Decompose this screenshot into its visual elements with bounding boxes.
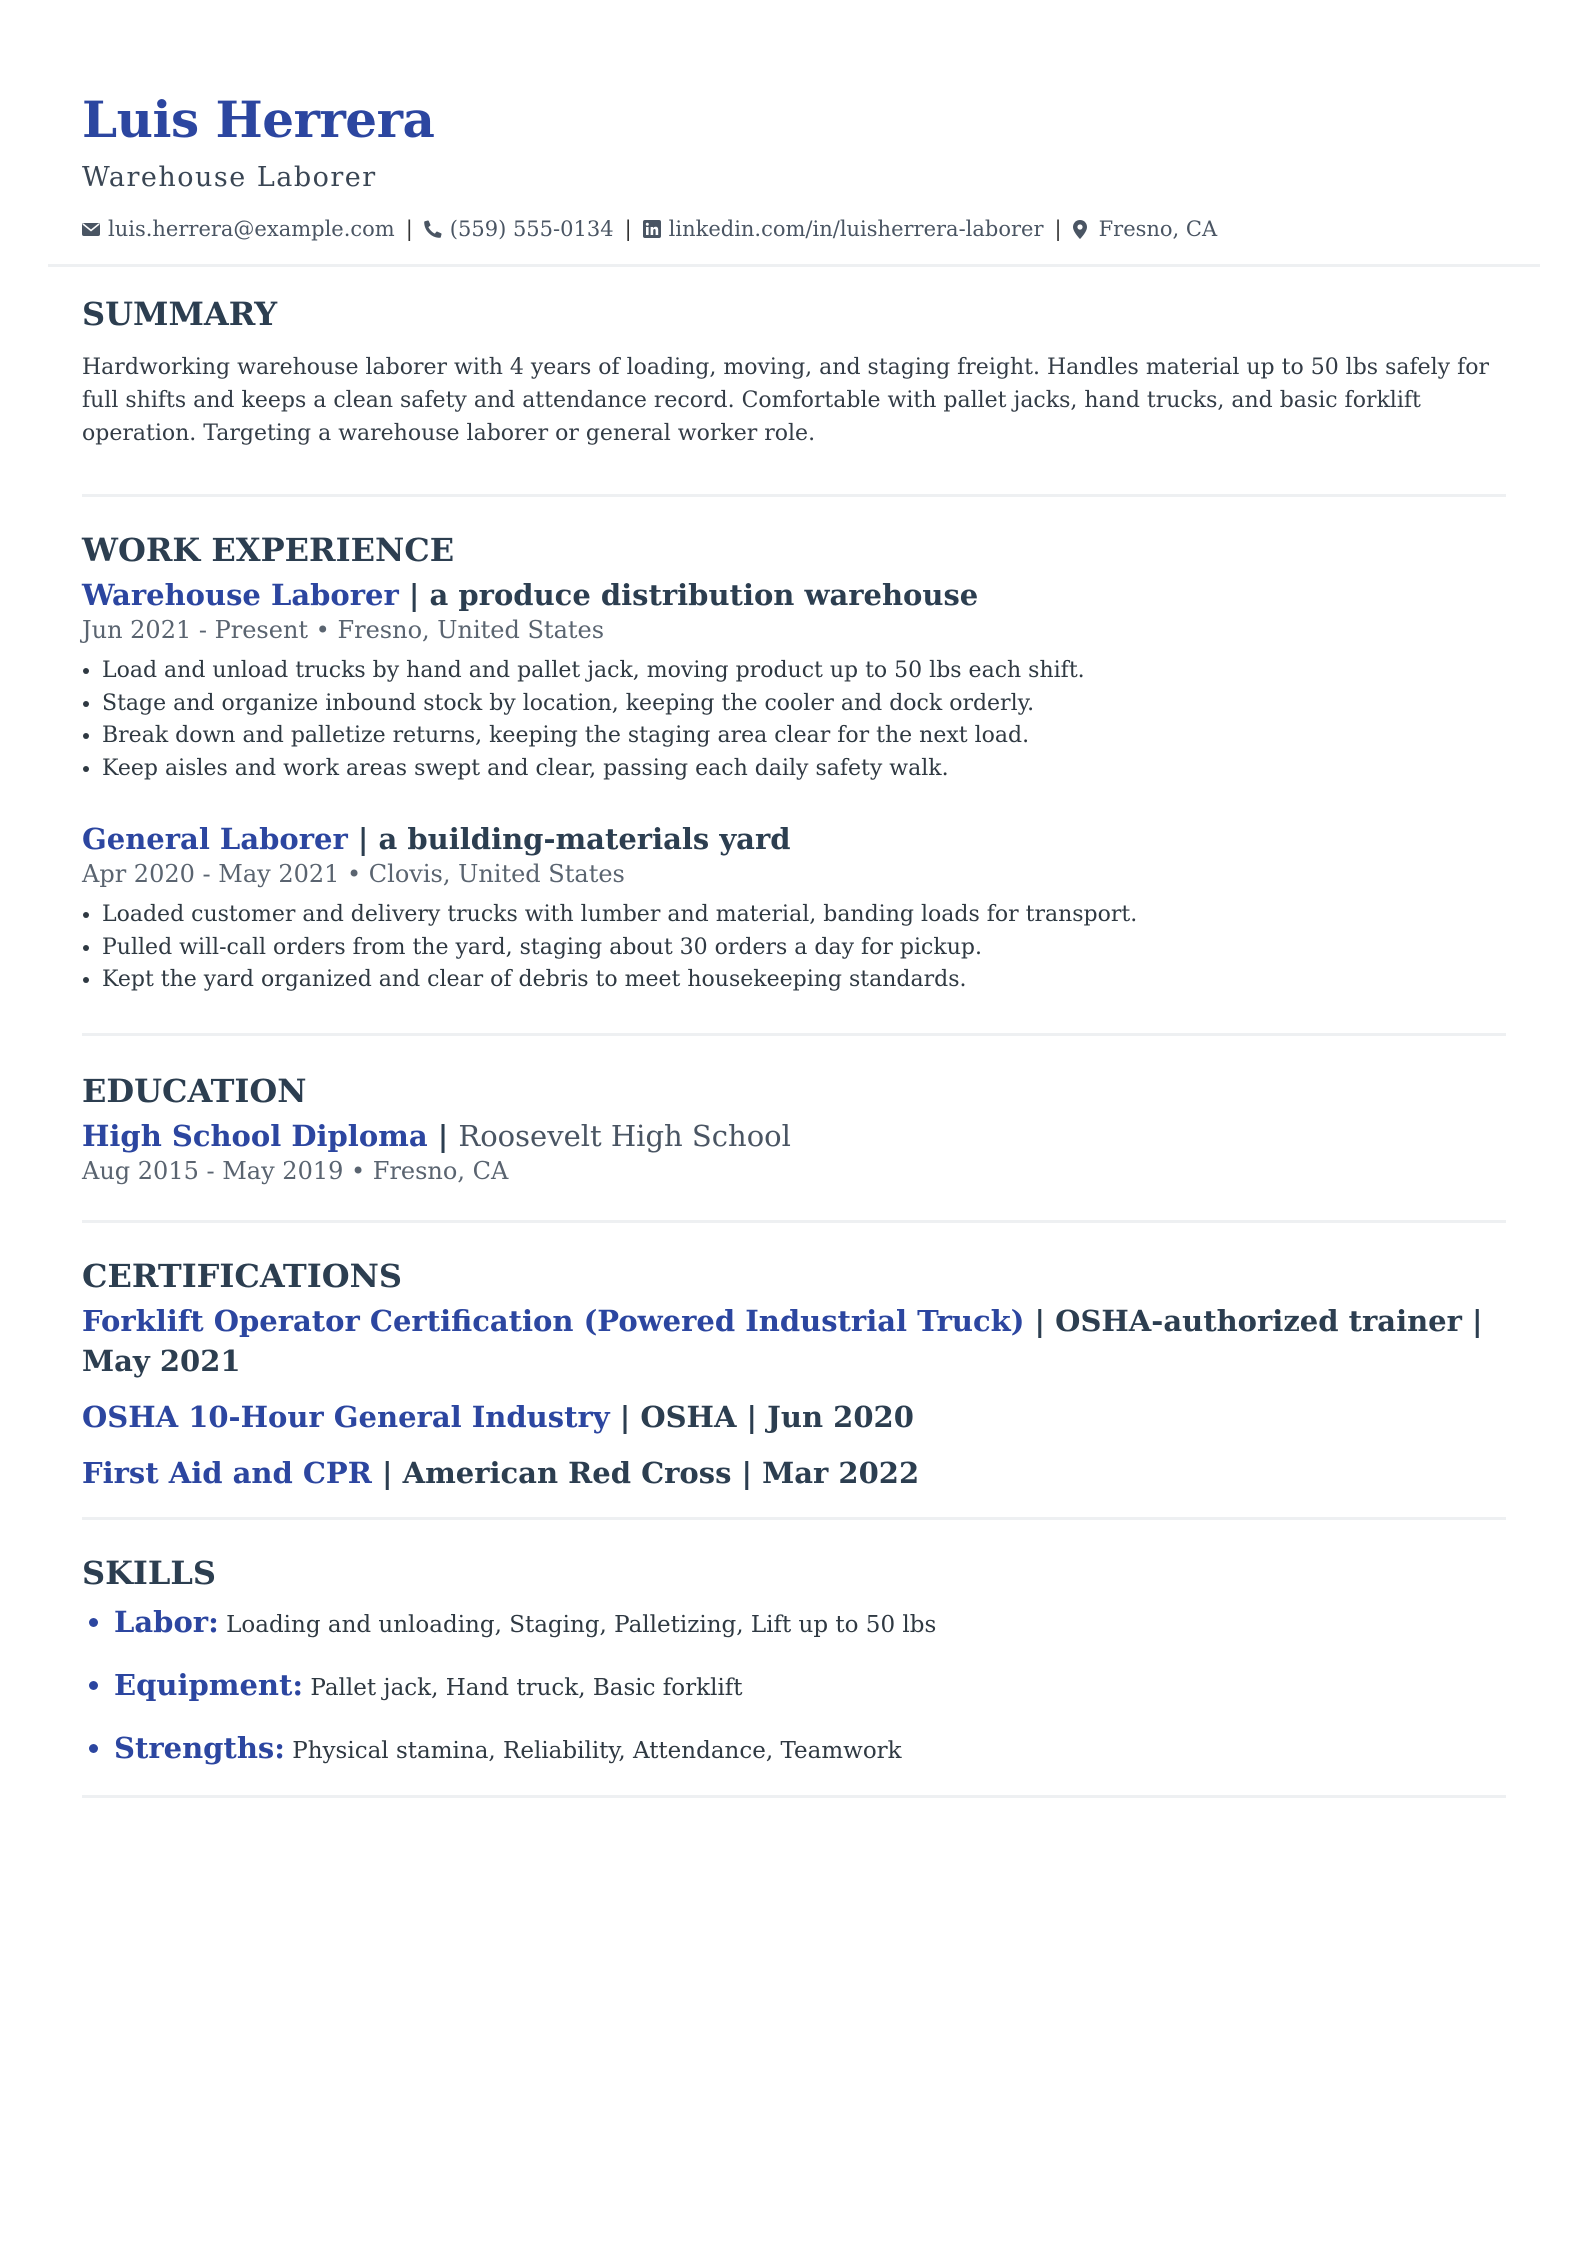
skills-section <box>82 1520 1506 1798</box>
list-item <box>114 1728 1506 1771</box>
experience-section <box>82 497 1506 1036</box>
certification-details: | American Red Cross | Mar 2022 <box>371 1455 920 1490</box>
skill-label: Equipment: <box>114 1667 304 1702</box>
job-meta: Apr 2020 - May 2021 • Clovis, United States <box>82 860 625 888</box>
certification-name: OSHA 10-Hour General Industry <box>82 1399 610 1434</box>
certification-item <box>82 1397 1506 1437</box>
contact-separator: | <box>405 217 413 241</box>
candidate-title: Warehouse Laborer <box>82 162 377 193</box>
contact-separator: | <box>624 217 632 241</box>
degree-name: High School Diploma <box>82 1118 428 1153</box>
job-entry <box>82 575 1506 785</box>
contact-email[interactable] <box>82 214 395 244</box>
certification-item <box>82 1301 1506 1381</box>
job-meta: Jun 2021 - Present • Fresno, United States <box>82 616 605 644</box>
job-bullets <box>82 655 1506 785</box>
contact-linkedin-text: linkedin.com/in/luisherrera-laborer <box>668 217 1044 241</box>
job-company: | a building-materials yard <box>357 822 791 856</box>
section-heading: SKILLS <box>82 1553 216 1592</box>
skills-list <box>82 1602 1506 1771</box>
resume-body <box>0 267 1588 1798</box>
contact-location <box>1073 214 1218 244</box>
list-item <box>114 1602 1506 1645</box>
phone-icon <box>424 220 442 238</box>
skill-values: Physical stamina, Reliability, Attendance, Teamwork <box>284 1737 902 1764</box>
candidate-name: Luis Herrera <box>82 90 435 149</box>
envelope-icon <box>82 222 100 237</box>
contact-phone-text: (559) 555-0134 <box>449 217 614 241</box>
section-heading: WORK EXPERIENCE <box>82 531 455 569</box>
contact-separator: | <box>1054 217 1062 241</box>
certification-name: Forklift Operator Certification (Powered Industrial Truck) <box>82 1303 1025 1338</box>
list-item: • Break down and palletize returns, keeping the staging area clear for the next load. <box>102 720 1506 753</box>
job-role: General Laborer <box>82 822 348 856</box>
job-heading <box>82 819 1506 859</box>
contact-phone[interactable] <box>424 214 614 244</box>
certification-item <box>82 1453 1506 1493</box>
education-section <box>82 1036 1506 1223</box>
list-item: • Stage and organize inbound stock by location, keeping the cooler and dock orderly. <box>102 688 1506 721</box>
job-company: | a produce distribution warehouse <box>408 578 979 612</box>
section-heading: SUMMARY <box>82 295 278 333</box>
resume-header <box>0 0 1588 244</box>
job-role: Warehouse Laborer <box>82 578 399 612</box>
location-pin-icon <box>1073 220 1087 239</box>
education-heading <box>82 1116 1506 1156</box>
contact-location-text: Fresno, CA <box>1098 217 1218 241</box>
contact-email-text: luis.herrera@example.com <box>108 217 395 241</box>
summary-section <box>82 267 1506 497</box>
list-item: • Kept the yard organized and clear of debris to meet housekeeping standards. <box>102 964 1506 997</box>
skill-label: Strengths: <box>114 1730 285 1765</box>
list-item: • Pulled will-call orders from the yard, staging about 30 orders a day for pickup. <box>102 932 1506 965</box>
education-separator: | <box>427 1118 459 1153</box>
list-item: • Loaded customer and delivery trucks with lumber and material, banding loads for transport. <box>102 899 1506 932</box>
skill-values: Pallet jack, Hand truck, Basic forklift <box>303 1674 743 1701</box>
job-entry <box>82 819 1506 997</box>
list-item: • Load and unload trucks by hand and pallet jack, moving product up to 50 lbs each shift. <box>102 655 1506 688</box>
contact-line <box>82 214 1506 244</box>
section-heading: CERTIFICATIONS <box>82 1256 402 1295</box>
list-item: • Keep aisles and work areas swept and clear, passing each daily safety walk. <box>102 753 1506 786</box>
contact-linkedin[interactable] <box>643 214 1044 244</box>
certification-details: | OSHA-authorized trainer | May 2021 <box>82 1303 1483 1378</box>
certification-details: | OSHA | Jun 2020 <box>609 1399 914 1434</box>
linkedin-icon <box>643 220 661 238</box>
job-bullets <box>82 899 1506 997</box>
certifications-section <box>82 1223 1506 1520</box>
section-heading: EDUCATION <box>82 1071 307 1110</box>
school-name: Roosevelt High School <box>458 1118 791 1153</box>
job-heading <box>82 575 1506 615</box>
summary-text: Hardworking warehouse laborer with 4 years of loading, moving, and staging freight. Handles material up to 50 lbs safely for full shifts and keeps a clean safety and attendance record. Comfortable with pallet jacks, hand trucks, and basic forklift operation. Targeting a warehouse laborer or general worker role. <box>82 355 1490 446</box>
certification-name: First Aid and CPR <box>82 1455 372 1490</box>
skill-label: Labor: <box>114 1604 219 1639</box>
list-item <box>114 1665 1506 1708</box>
education-meta: Aug 2015 - May 2019 • Fresno, CA <box>82 1156 509 1185</box>
skill-values: Loading and unloading, Staging, Palletizing, Lift up to 50 lbs <box>218 1611 937 1638</box>
